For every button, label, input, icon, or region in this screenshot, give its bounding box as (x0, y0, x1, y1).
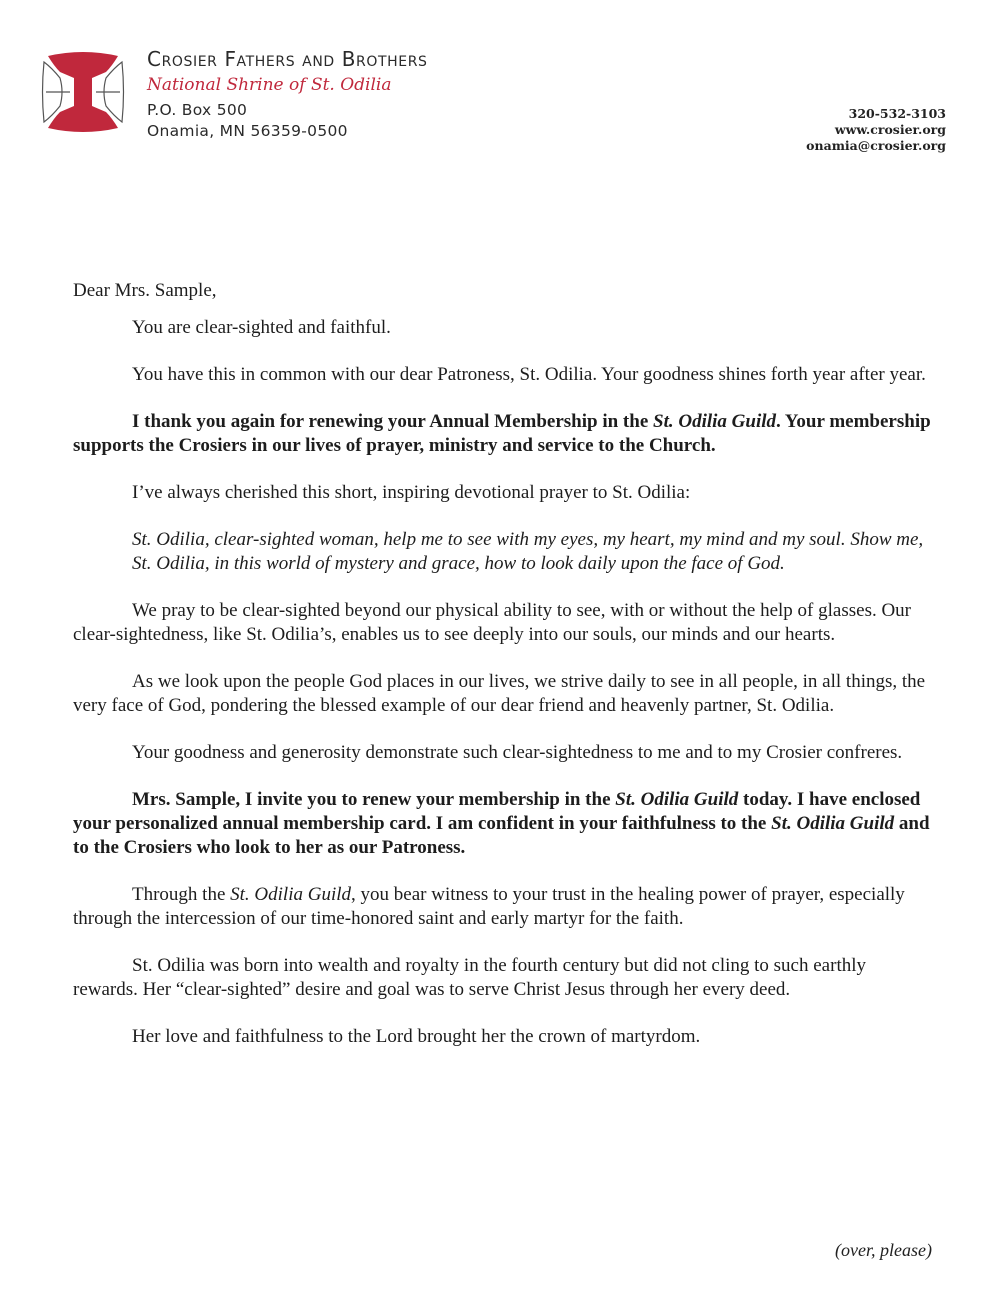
address-line-2: Onamia, MN 56359-0500 (147, 122, 348, 140)
paragraph-3-a: I thank you again for renewing your Annual Membership in the (132, 411, 654, 432)
over-please-note: (over, please) (835, 1240, 932, 1260)
paragraph-11: Her love and faithfulness to the Lord brought her the crown of martyrdom. (132, 1026, 701, 1047)
paragraph-9-b: , you bear witness to your trust in the healing power of prayer, especially through the intercession of our time-honored saint and early martyr for the faith. (73, 884, 905, 929)
guild-name: St. Odilia Guild (653, 411, 777, 432)
paragraph-2: You have this in common with our dear Patroness, St. Odilia. Your goodness shines forth year after year. (132, 364, 926, 385)
paragraph-9-a: Through the (132, 884, 231, 905)
paragraph-3 (73, 410, 935, 458)
paragraph-4: I’ve always cherished this short, inspiring devotional prayer to St. Odilia: (132, 482, 691, 503)
paragraph-8 (73, 788, 935, 860)
paragraph-10: St. Odilia was born into wealth and royalty in the fourth century but did not cling to such earthly rewards. Her “clear-sighted” desire and goal was to serve Christ Jesus through her every deed. (73, 955, 866, 1000)
org-name: Crosier Fathers and Brothers (147, 47, 428, 71)
shrine-name: National Shrine of St. Odilia (147, 75, 392, 95)
greeting: Dear Mrs. Sample, (73, 280, 217, 301)
paragraph-9 (73, 883, 935, 931)
prayer-text: St. Odilia, clear-sighted woman, help me to see with my eyes, my heart, my mind and my soul. Show me, St. Odilia, in this world of mystery and grace, how to look daily upon the face of God. (132, 529, 924, 574)
paragraph-8-b: today. I have enclosed your personalized annual membership card. I am confident in your faithfulness to the (73, 789, 921, 834)
paragraph-6: As we look upon the people God places in our lives, we strive daily to see in all people, in all things, the very face of God, pondering the blessed example of our dear friend and heavenly partner, St. Odilia. (73, 671, 926, 716)
paragraph-5: We pray to be clear-sighted beyond our physical ability to see, with or without the help of glasses. Our clear-sightedness, like St. Odilia’s, enables us to see deeply into our souls, our minds and our hearts. (73, 600, 912, 645)
contact-block (806, 106, 946, 154)
paragraph-7: Your goodness and generosity demonstrate such clear-sightedness to me and to my Crosier confreres. (132, 742, 903, 763)
website-link[interactable]: www.crosier.org (834, 122, 946, 137)
paragraph-8-a: Mrs. Sample, I invite you to renew your membership in the (132, 789, 616, 810)
guild-name: St. Odilia Guild (771, 813, 895, 834)
letter-body (73, 279, 935, 1072)
letterhead (147, 40, 428, 142)
crosier-cross-icon (40, 46, 126, 138)
paragraph-3-b: . Your membership supports the Crosiers in our lives of prayer, ministry and service to the Church. (73, 411, 931, 456)
guild-name: St. Odilia Guild (230, 884, 352, 905)
email-link[interactable]: onamia@crosier.org (806, 138, 946, 153)
phone-number: 320-532-3103 (848, 106, 946, 121)
guild-name: St. Odilia Guild (615, 789, 739, 810)
paragraph-8-c: and to the Crosiers who look to her as our Patroness. (73, 813, 930, 858)
address-line-1: P.O. Box 500 (147, 101, 248, 119)
paragraph-1: You are clear-sighted and faithful. (132, 317, 391, 338)
